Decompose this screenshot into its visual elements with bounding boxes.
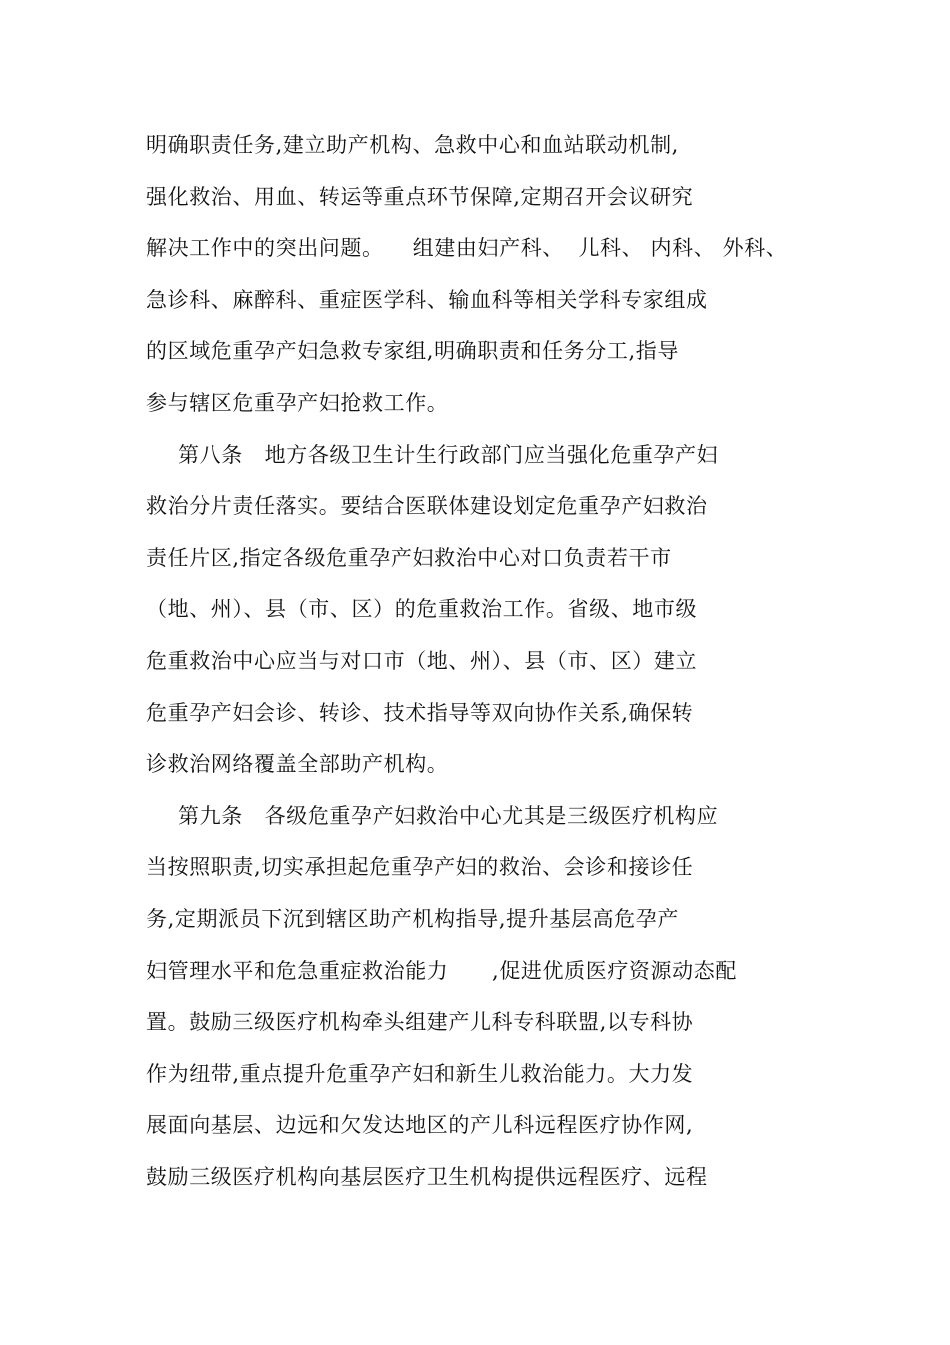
text-line: 危重孕产妇会诊、转诊、技术指导等双向协作关系,确保转 [146,700,694,725]
article-9-heading-line: 第九条 各级危重孕产妇救治中心尤其是三级医疗机构应 [178,803,719,828]
text-line: 诊救治网络覆盖全部助产机构。 [146,752,449,777]
document-body [146,126,846,1209]
text-line: 责任片区,指定各级危重孕产妇救治中心对口负责若干市 [146,545,672,570]
text-line: 置。鼓励三级医疗机构牵头组建产儿科专科联盟,以专科协 [146,1010,694,1035]
text-line: 急诊科、麻醉科、重症医学科、输血科等相关学科专家组成 [146,287,708,312]
text-line: 妇管理水平和危急重症救治能力 ,促进优质医疗资源动态配 [146,958,737,983]
text-line: 明确职责任务,建立助产机构、急救中心和血站联动机制, [146,133,679,157]
text-line: 的区域危重孕产妇急救专家组,明确职责和任务分工,指导 [146,339,679,364]
text-line: 鼓励三级医疗机构向基层医疗卫生机构提供远程医疗、远程 [146,1164,708,1189]
text-line: 参与辖区危重孕产妇抢救工作。 [146,390,449,415]
text-line: 展面向基层、边远和欠发达地区的产儿科远程医疗协作网, [146,1113,694,1138]
text-line: 解决工作中的突出问题。 组建由妇产科、 儿科、 内科、 外科、 [146,236,788,261]
text-line: 危重救治中心应当与对口市（地、州）、县（市、区）建立 [146,648,698,673]
text-line: （地、州）、县（市、区）的危重救治工作。省级、地市级 [146,597,698,622]
text-line: 强化救治、用血、转运等重点环节保障,定期召开会议研究 [146,184,694,209]
text-line: 当按照职责,切实承担起危重孕产妇的救治、会诊和接诊任 [146,855,694,880]
text-line: 作为纽带,重点提升危重孕产妇和新生儿救治能力。大力发 [146,1061,694,1086]
article-8-heading-line: 第八条 地方各级卫生计生行政部门应当强化危重孕产妇 [178,442,719,467]
text-line: 救治分片责任落实。要结合医联体建设划定危重孕产妇救治 [146,494,708,519]
text-line: 务,定期派员下沉到辖区助产机构指导,提升基层高危孕产 [146,906,679,931]
